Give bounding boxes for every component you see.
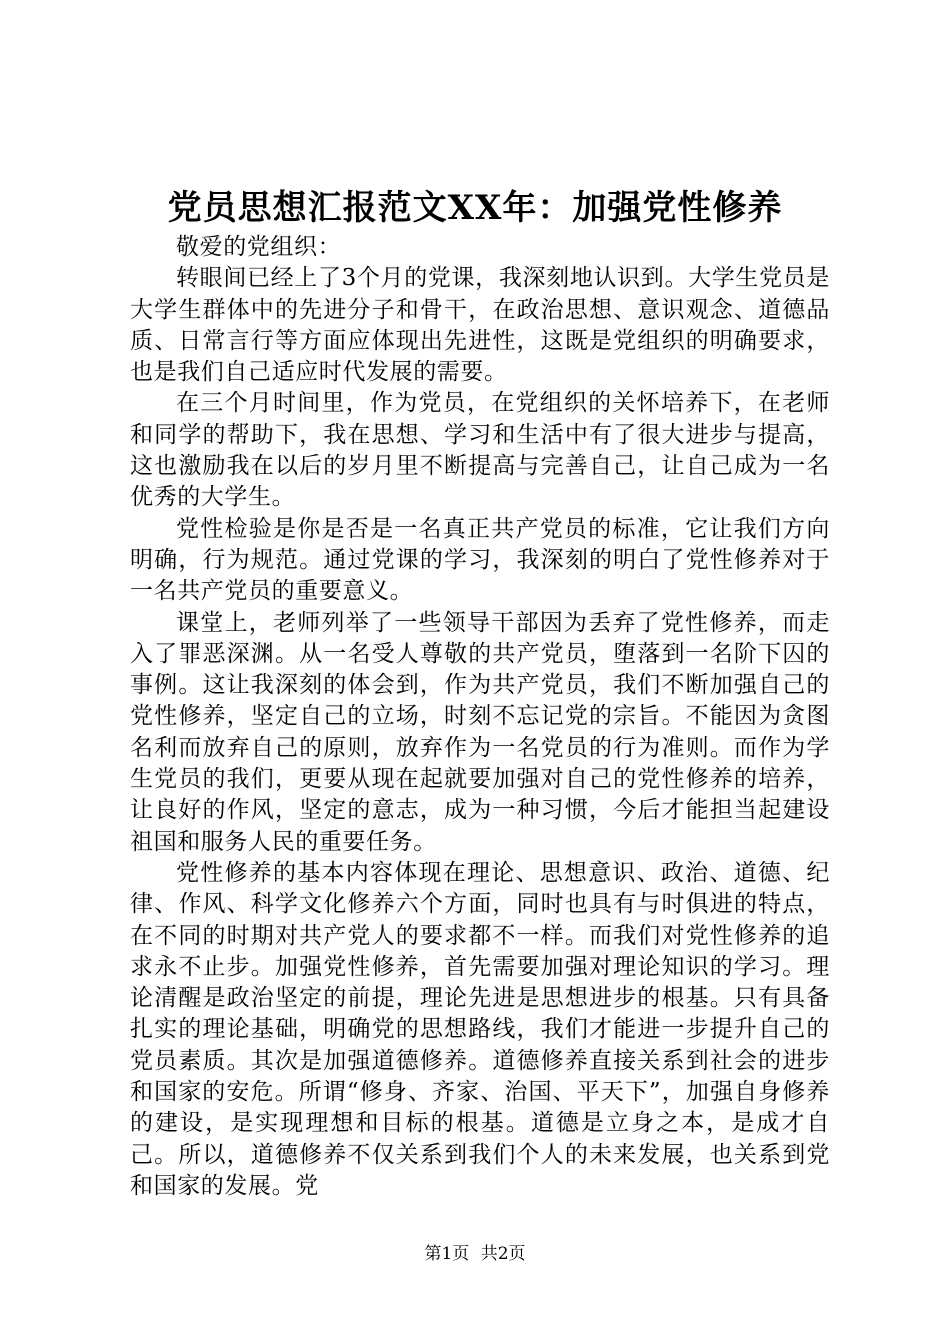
paragraph: 课堂上，老师列举了一些领导干部因为丢弃了党性修养，而走入了罪恶深渊。从一名受人尊敬的共产党员，堕落到一名阶下囚的事例。这让我深刻的体会到，作为共产党员，我们不断加强自己的党性修养，坚定自己的立场，时刻不忘记党的宗旨。不能因为贪图名利而放弃自己的原则，放弃作为一名党员的行为准则。而作为学生党员的我们，更要从现在起就要加强对自己的党性修养的培养，让良好的作风，坚定的意志，成为一种习惯，今后才能担当起建设祖国和服务人民的重要任务。: [130, 609, 830, 855]
page-total: 共2页: [480, 1244, 526, 1264]
paragraph: 党性检验是你是否是一名真正共产党员的标准，它让我们方向明确，行为规范。通过党课的学习，我深刻的明白了党性修养对于一名共产党员的重要意义。: [130, 515, 830, 605]
paragraph: 转眼间已经上了3个月的党课，我深刻地认识到。大学生党员是大学生群体中的先进分子和骨干，在政治思想、意识观念、道德品质、日常言行等方面应体现出先进性，这既是党组织的明确要求，也是我们自己适应时代发展的需要。: [130, 265, 830, 386]
page-footer: [0, 1243, 950, 1265]
paragraph: 党性修养的基本内容体现在理论、思想意识、政治、道德、纪律、作风、科学文化修养六个方面，同时也具有与时俱进的特点，在不同的时期对共产党人的要求都不一样。而我们对党性修养的追求永不止步。加强党性修养，首先需要加强对理论知识的学习。理论清醒是政治坚定的前提，理论先进是思想进步的根基。只有具备扎实的理论基础，明确党的思想路线，我们才能进一步提升自己的党员素质。其次是加强道德修养。道德修养直接关系到社会的进步和国家的安危。所谓“修身、齐家、治国、平天下”，加强自身修养的建设，是实现理想和目标的根基。道德是立身之本，是成才自己。所以，道德修养不仅关系到我们个人的未来发展，也关系到党和国家的发展。党: [130, 859, 830, 1199]
document-body: [130, 232, 830, 1202]
page-number: 第1页: [424, 1244, 470, 1264]
greeting: 敬爱的党组织：: [176, 234, 342, 260]
document-title: 党员思想汇报范文XX年：加强党性修养: [167, 188, 783, 228]
paragraph: 在三个月时间里，作为党员，在党组织的关怀培养下，在老师和同学的帮助下，我在思想、学习和生活中有了很大进步与提高，这也激励我在以后的岁月里不断提高与完善自己，让自己成为一名优秀的大学生。: [130, 390, 830, 511]
